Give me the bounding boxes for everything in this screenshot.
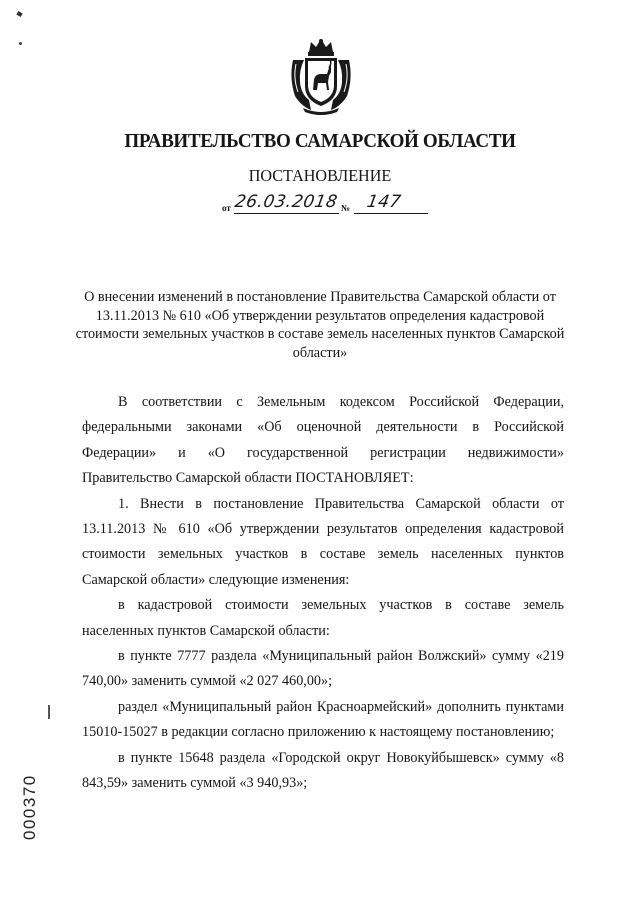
scan-speck (19, 42, 22, 45)
samara-coat-of-arms-icon (287, 38, 355, 116)
body-paragraph: в пункте 15648 раздела «Городской округ Новокуйбышевск» сумму «8 843,59» заменить суммой «3 940,93»; (82, 749, 564, 792)
date-value: 26.03.2018 (233, 192, 340, 212)
body-paragraph: в пункте 7777 раздела «Муниципальный район Волжский» сумму «219 740,00» заменить суммой «2 027 460,00»; (82, 648, 564, 690)
document-type: ПОСТАНОВЛЕНИЕ (248, 166, 392, 185)
document-body (82, 390, 564, 797)
body-paragraph: В соответствии с Земельным кодексом Российской Федерации, федеральными законами «Об оценочной деятельности в Российской Федерации» и «О государственной регистрации недвижимости» Правительство Самарской области ПОСТАНОВЛЯЕТ: (82, 394, 564, 487)
margin-mark (48, 705, 50, 719)
body-paragraph: раздел «Муниципальный район Красноармейский» дополнить пунктами 15010-15027 в редакции согласно приложению к настоящему постановлению; (82, 698, 564, 741)
body-paragraph: в кадастровой стоимости земельных участков в составе земель населенных пунктов Самарской области: (82, 597, 564, 639)
date-prefix: от (222, 203, 231, 213)
number-underline (354, 213, 428, 214)
date-number-line (222, 192, 432, 218)
body-paragraph: 1. Внести в постановление Правительства Самарской области от 13.11.2013 № 610 «Об утверждении результатов определения кадастровой стоимости земельных участков в составе земель населенных пунктов Самарской области» следующие изменения: (82, 495, 564, 588)
archive-number: 000370 (20, 774, 39, 840)
scan-speck (16, 11, 22, 17)
number-value: 147 (365, 192, 403, 212)
document-subject: О внесении изменений в постановление Правительства Самарской области от 13.11.2013 № 610 «Об утверждении результатов определения кадастровой стоимости земельных участков в составе земель населенных пунктов Самарской области» (75, 289, 565, 361)
date-underline (234, 213, 339, 214)
number-prefix: № (341, 203, 351, 213)
government-title: ПРАВИТЕЛЬСТВО САМАРСКОЙ ОБЛАСТИ (124, 130, 516, 152)
